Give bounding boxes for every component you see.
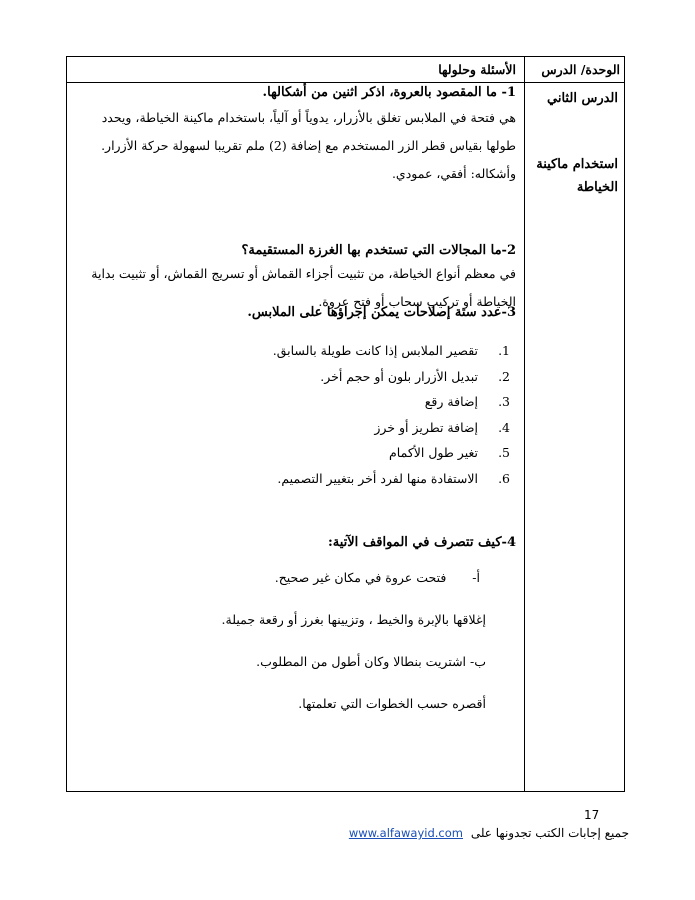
header-divider bbox=[67, 82, 624, 83]
list-item: 6. الاستفادة منها لفرد أخر بتغيير التصميم. bbox=[277, 470, 510, 486]
list-item: 5. تغير طول الأكمام bbox=[389, 445, 510, 461]
situation-a bbox=[73, 564, 516, 592]
page-number: 17 bbox=[584, 808, 600, 822]
situation-a-answer: إغلاقها بالإبرة والخيط ، وتزيينها بغرز أو رقعة جميلة. bbox=[221, 612, 486, 627]
question-2: 2-ما المجالات التي تستخدم بها الغرزة المستقيمة؟ bbox=[241, 243, 516, 258]
header-questions: الأسئلة وحلولها bbox=[438, 62, 516, 77]
question-1: 1- ما المقصود بالعروة، اذكر اثنين من أشكالها. bbox=[262, 85, 516, 100]
column-divider bbox=[524, 57, 525, 791]
answer-1-line-1: هي فتحة في الملابس تغلق بالأزرار، يدوياً أو آلياً، باستخدام ماكينة الخياطة، ويحدد bbox=[101, 110, 516, 125]
repairs-list bbox=[73, 338, 516, 491]
list-item: 3. إضافة رقع bbox=[424, 394, 510, 410]
situation-b: ب- اشتريت بنطالا وكان أطول من المطلوب. bbox=[256, 654, 486, 669]
lesson-name: الدرس الثاني bbox=[547, 91, 618, 106]
header-unit-lesson: الوحدة/ الدرس bbox=[541, 62, 620, 77]
answer-2-line-2: الخياطة أو تركيب سحاب أو فتح عروة. bbox=[318, 294, 516, 309]
footer-note bbox=[349, 826, 629, 840]
list-item: 1. تقصير الملابس إذا كانت طويلة بالسابق. bbox=[272, 343, 510, 359]
situation-b-answer: أقصره حسب الخطوات التي تعلمتها. bbox=[298, 696, 486, 711]
question-4-block bbox=[73, 535, 516, 718]
lesson-topic: استخدام ماكينة الخياطة bbox=[536, 157, 618, 195]
footer-text: جميع إجابات الكتب تجدونها على bbox=[470, 826, 629, 840]
question-3-block bbox=[73, 305, 516, 491]
situation-a-text: فتحت عروة في مكان غير صحيح. bbox=[274, 570, 447, 585]
answer-2-line-1: في معظم أنواع الخياطة، من تثبيت أجزاء القماش أو تسريج القماش، أو تثبيت بداية bbox=[91, 266, 516, 281]
answer-1-line-2: طولها بقياس قطر الزر المستخدم مع إضافة (2) ملم تقريبا لسهولة حركة الأزرار. bbox=[101, 138, 516, 153]
list-item: 4. إضافة تطريز أو خرز bbox=[374, 419, 510, 435]
question-1-block bbox=[73, 85, 516, 188]
website-link[interactable]: www.alfawayid.com bbox=[348, 826, 463, 840]
lesson-table bbox=[66, 56, 625, 792]
list-item: 2. تبديل الأزرار بلون أو حجم أخر. bbox=[320, 368, 510, 384]
answer-1-line-3: وأشكاله: أفقي، عمودي. bbox=[391, 166, 516, 181]
situation-a-label: أ- bbox=[472, 570, 480, 585]
question-4: 4-كيف تتصرف في المواقف الآتية: bbox=[327, 535, 516, 550]
question-3: 3-عدد ستة إصلاحات يمكن إجراؤها على الملابس. bbox=[247, 305, 516, 320]
